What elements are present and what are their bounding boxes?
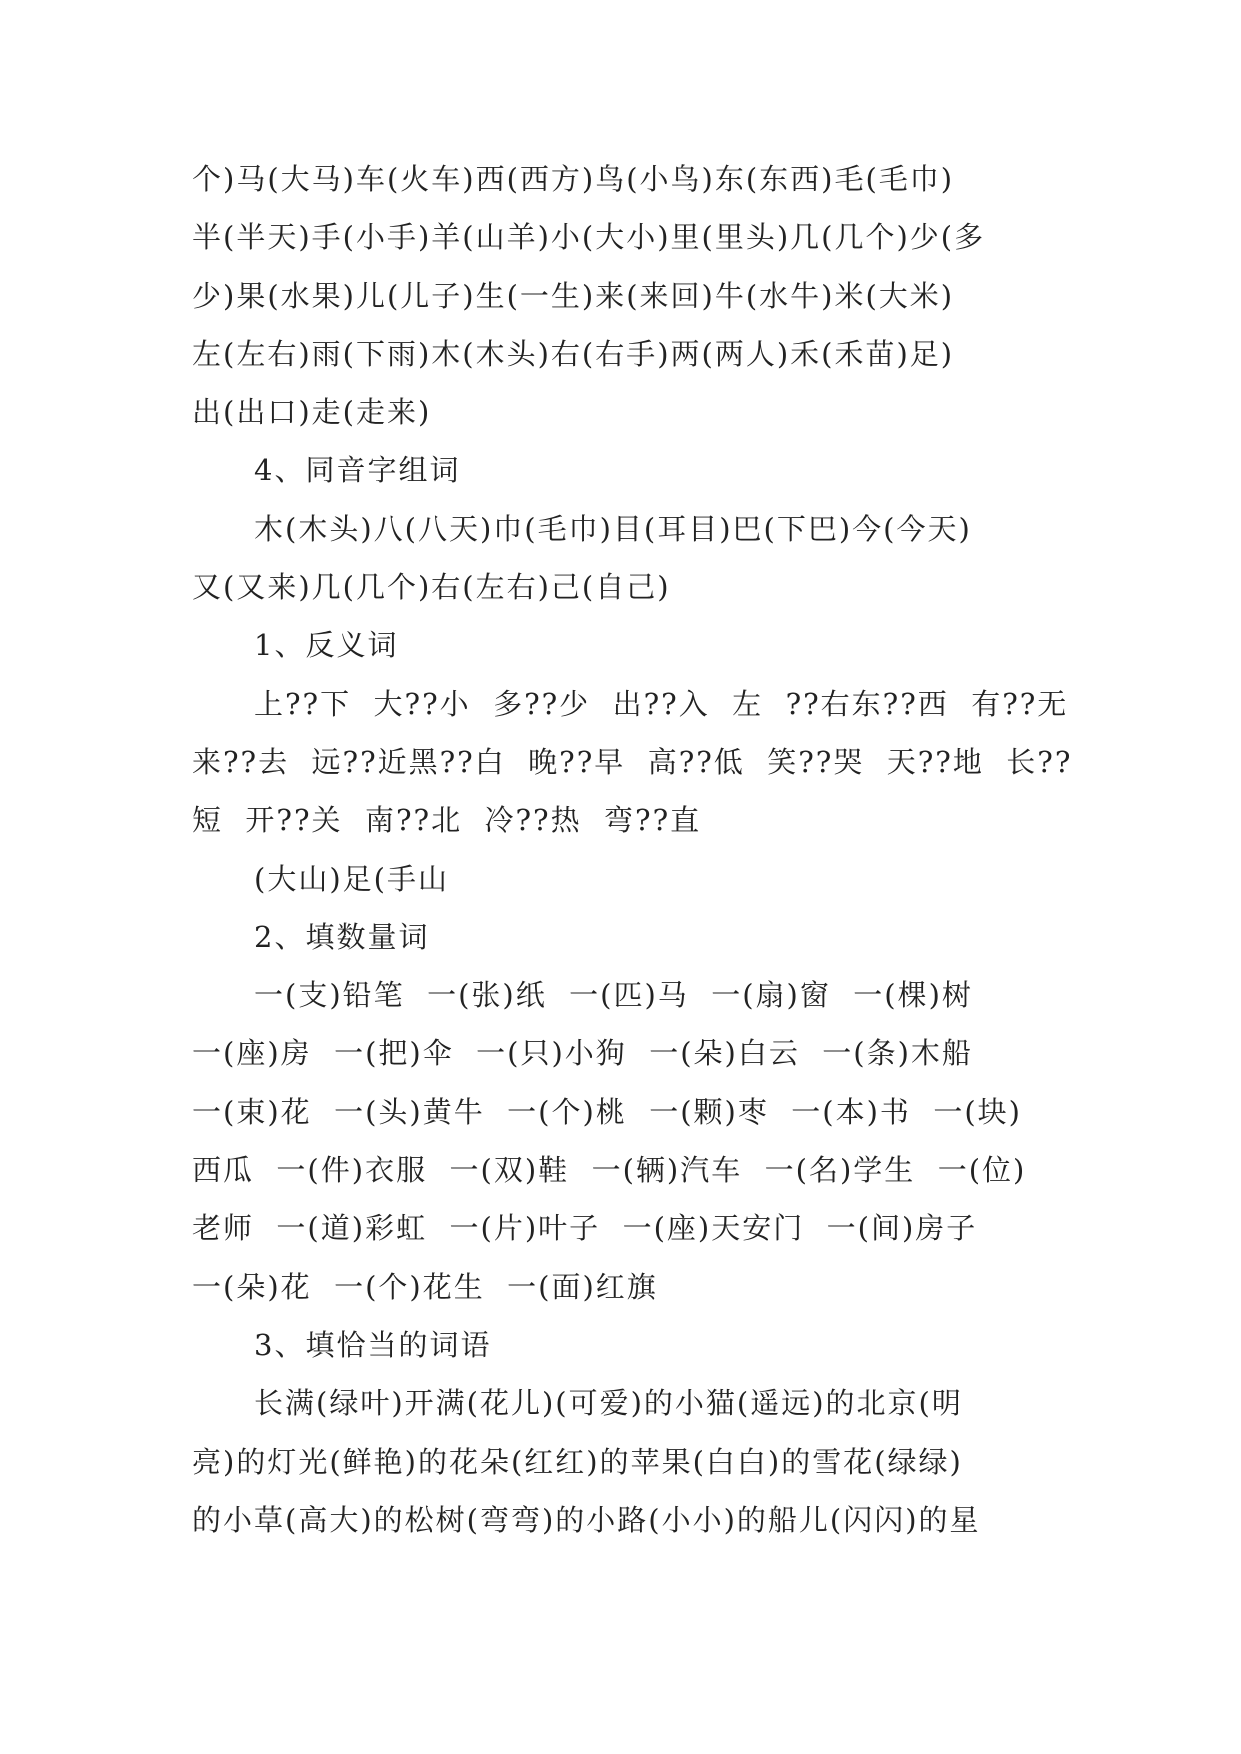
section-heading-measure-words: 2、填数量词: [254, 919, 430, 954]
text-line-7: 木(木头)八(八天)巾(毛巾)目(耳目)巴(下巴)今(今天): [254, 511, 972, 546]
text-line-2: 半(半天)手(小手)羊(山羊)小(大小)里(里头)几(几个)少(多: [192, 220, 986, 255]
section-heading-fill-words: 3、填恰当的词语: [254, 1327, 492, 1362]
text-line-19: 老师 一(道)彩虹 一(片)叶子 一(座)天安门 一(间)房子: [192, 1211, 978, 1246]
text-line-22: 长满(绿叶)开满(花儿)(可爱)的小猫(遥远)的北京(明: [254, 1386, 963, 1421]
text-line-13: (大山)足(手山: [254, 861, 449, 896]
text-line-12: 短 开??关 南??北 冷??热 弯??直: [192, 803, 702, 838]
text-line-20: 一(朵)花 一(个)花生 一(面)红旗: [192, 1269, 658, 1304]
text-line-15: 一(支)铅笔 一(张)纸 一(匹)马 一(扇)窗 一(棵)树: [254, 978, 973, 1013]
section-heading-homophones: 4、同音字组词: [254, 453, 461, 488]
text-line-16: 一(座)房 一(把)伞 一(只)小狗 一(朵)白云 一(条)木船: [192, 1036, 973, 1071]
text-line-11: 来??去 远??近黑??白 晚??早 高??低 笑??哭 天??地 长??: [192, 744, 1073, 779]
text-line-10: 上??下 大??小 多??少 出??入 左 ??右东??西 有??无: [254, 686, 1069, 721]
text-line-17: 一(束)花 一(头)黄牛 一(个)桃 一(颗)枣 一(本)书 一(块): [192, 1094, 1022, 1129]
text-line-5: 出(出口)走(走来): [192, 395, 432, 430]
text-line-1: 个)马(大马)车(火车)西(西方)鸟(小鸟)东(东西)毛(毛巾): [192, 162, 955, 196]
text-line-24: 的小草(高大)的松树(弯弯)的小路(小小)的船儿(闪闪)的星: [192, 1502, 981, 1537]
section-heading-antonyms: 1、反义词: [254, 628, 399, 663]
text-line-18: 西瓜 一(件)衣服 一(双)鞋 一(辆)汽车 一(名)学生 一(位): [192, 1153, 1027, 1188]
text-line-3: 少)果(水果)儿(儿子)生(一生)来(来回)牛(水牛)米(大米): [192, 278, 955, 313]
document-page: [192, 150, 1072, 1549]
text-line-8: 又(又来)几(几个)右(左右)己(自己): [192, 570, 671, 605]
text-line-4: 左(左右)雨(下雨)木(木头)右(右手)两(两人)禾(禾苗)足): [192, 336, 955, 371]
text-line-23: 亮)的灯光(鲜艳)的花朵(红红)的苹果(白白)的雪花(绿绿): [192, 1444, 963, 1479]
